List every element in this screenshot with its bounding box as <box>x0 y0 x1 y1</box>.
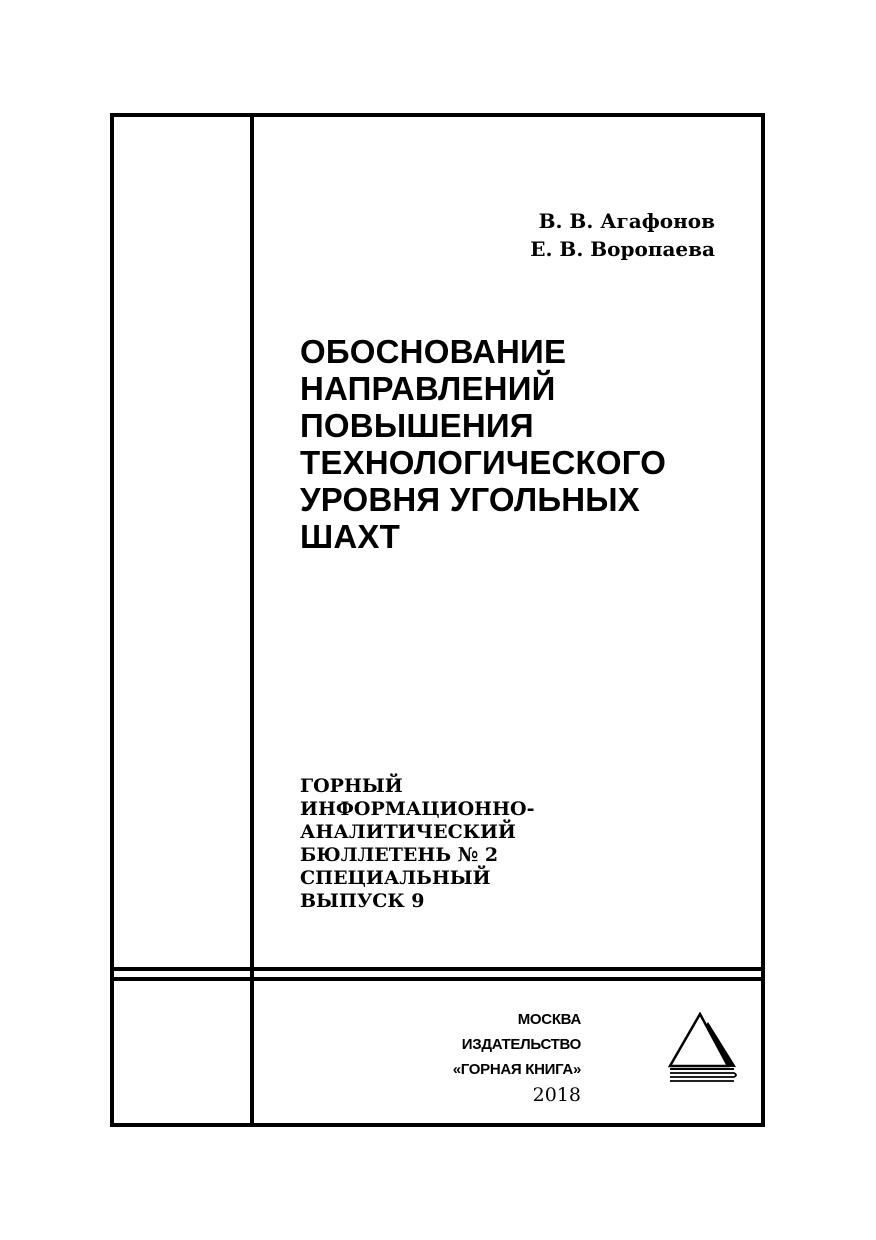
title-line: ШАХТ <box>300 518 400 555</box>
vertical-rule <box>250 117 254 1123</box>
series-line: ГОРНЫЙ <box>300 775 403 797</box>
authors <box>530 207 715 263</box>
title-line: ТЕХНОЛОГИЧЕСКОГО <box>300 444 667 481</box>
horizontal-rule-bottom <box>114 977 761 981</box>
publication-year: 2018 <box>532 1084 581 1106</box>
series-info <box>300 775 534 913</box>
publisher-city: МОСКВА <box>517 1011 581 1028</box>
title-line: ОБОСНОВАНИЕ <box>300 333 567 370</box>
cover-frame <box>110 113 765 1127</box>
title-line: НАПРАВЛЕНИЙ <box>300 370 556 407</box>
series-line: ИНФОРМАЦИОННО- <box>300 798 535 820</box>
horizontal-rule-top <box>114 967 761 971</box>
author-2: Е. В. Воропаева <box>530 237 715 261</box>
publisher-triangle-book-logo-icon <box>666 1012 738 1084</box>
title-line: ПОВЫШЕНИЯ <box>300 407 534 444</box>
series-line: БЮЛЛЕТЕНЬ № 2 <box>300 844 499 866</box>
series-line: ВЫПУСК 9 <box>300 890 425 912</box>
book-title <box>300 333 740 555</box>
publisher-house-line2: «ГОРНАЯ КНИГА» <box>452 1061 581 1078</box>
publisher-house-line1: ИЗДАТЕЛЬСТВО <box>461 1036 581 1053</box>
title-line: УРОВНЯ УГОЛЬНЫХ <box>300 481 640 518</box>
series-line: СПЕЦИАЛЬНЫЙ <box>300 867 491 889</box>
author-1: В. В. Агафонов <box>538 209 715 233</box>
series-line: АНАЛИТИЧЕСКИЙ <box>300 821 516 843</box>
publisher-block <box>453 1007 581 1108</box>
